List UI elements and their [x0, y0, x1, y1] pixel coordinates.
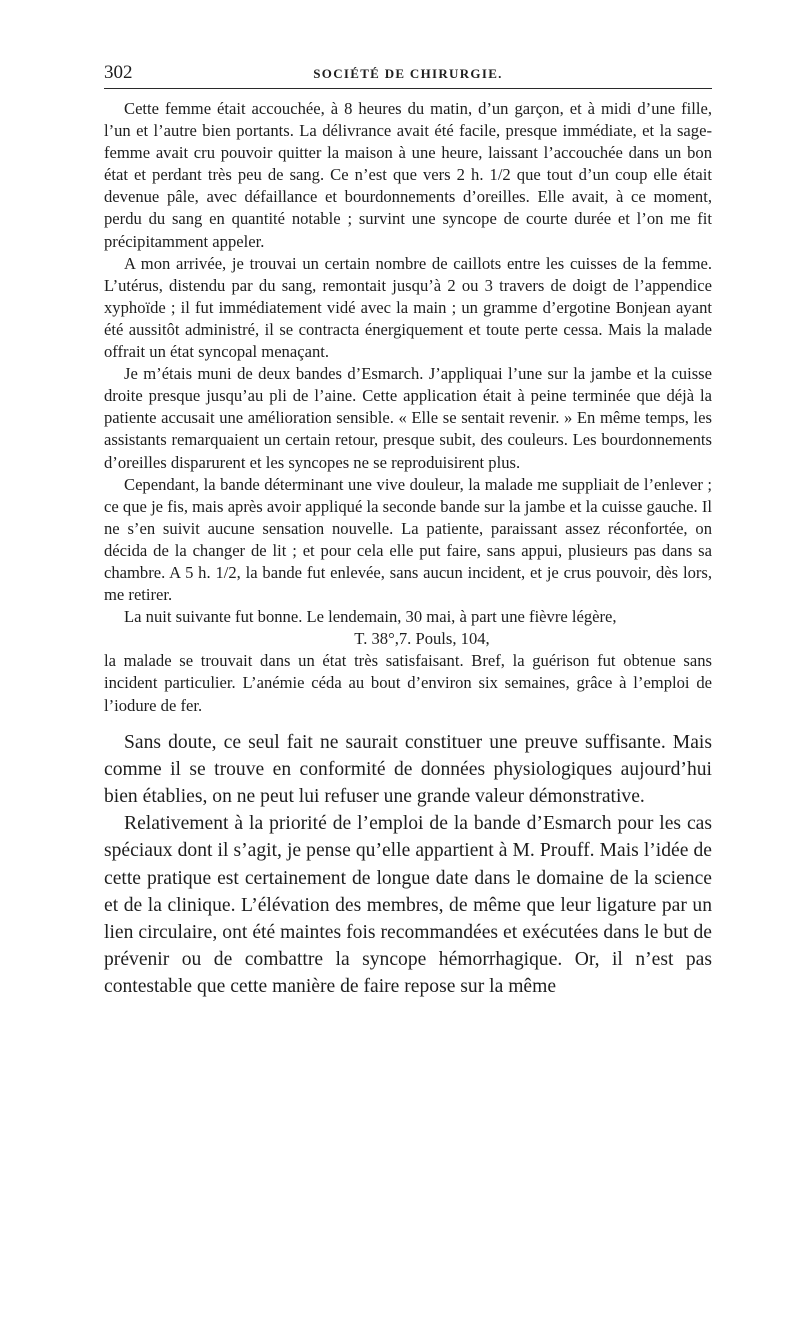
paragraph-case-history: Cette femme était accouchée, à 8 heures du matin, d’un garçon, et à midi d’une fille, l’un et l’autre bien portants. La délivrance avait été facile, presque immédiate, et la sage-femme avait cru pouvoir quitter la maison à une heure, laissant l’accouchée dans un bon état et perdant très peu de sang. Ce n’est que vers 2 h. 1/2 que tout d’un coup elle était devenue pâle, avec défaillance et bourdonnements d’oreilles. Elle avait, à ce moment, perdu du sang en quantité notable ; survint une syncope de courte durée et l’on me fit précipitamment appeler. — [104, 99, 712, 251]
running-title: SOCIÉTÉ DE CHIRURGIE. — [313, 66, 503, 81]
paragraph-priority: Relativement à la priorité de l’emploi de la bande d’Esmarch pour les cas spéciaux dont il s’agit, je pense qu’elle appartient à M. Prouff. Mais l’idée de cette pratique est certainement de longue date dans le domaine de la science et de la clinique. L’élévation des membres, de même que leur ligature par un lien circulaire, ont été maintes fois recommandées et exécutées dans le but de prévenir ou de combattre la syncope hémorrhagique. Or, il n’est pas contestable que cette manière de faire repose sur la même — [104, 813, 712, 998]
running-head — [104, 58, 712, 89]
paragraph-arrival: A mon arrivée, je trouvai un certain nombre de caillots entre les cuisses de la femme. L’utérus, distendu par du sang, remontait jusqu’à 2 ou 3 travers de doigt de l’appendice xyphoïde ; il fut immédiatement vidé avec la main ; un gramme d’ergotine Bonjean ayant été aussitôt administré, il se contracta énergiquement et toute perte cessa. Mais la malade offrait un état syncopal menaçant. — [104, 253, 712, 362]
page-number: 302 — [104, 62, 133, 83]
paragraph-second-band: Cependant, la bande déterminant une vive douleur, la malade me suppliait de l’enlever ; ce que je fis, mais après avoir appliqué la seconde bande sur la jambe et la cuisse gauche. Il ne s’en suivit aucune sensation nouvelle. La patiente, paraissant assez réconfortée, on décida de la changer de lit ; et pour cela elle put faire, sans appui, plusieurs pas dans sa chambre. A 5 h. 1/2, la bande fut enlevée, sans aucun incident, et je crus pouvoir, dès lors, me retirer. — [104, 474, 712, 605]
temperature-pulse-formula: T. 38°,7. Pouls, 104, — [354, 629, 490, 649]
paragraph-esmarch-bands: Je m’étais muni de deux bandes d’Esmarch. J’appliquai l’une sur la jambe et la cuisse droite presque jusqu’au pli de l’aine. Cette application était à peine terminée que déjà la patiente accusait une amélioration sensible. « Elle se sentait revenir. » En même temps, les assistants remarquaient un certain retour, presque subit, des couleurs. Les bourdonnements d’oreilles disparurent et les syncopes ne se reproduisirent plus. — [104, 364, 712, 472]
document-page — [104, 58, 712, 1001]
paragraph-conclusion: Sans doute, ce seul fait ne saurait constituer une preuve suffisante. Mais comme il se trouve en conformité de données physiologiques aujourd’hui bien établies, on ne peut lui refuser une grande valeur démonstrative. — [104, 731, 712, 808]
paragraph-next-night: La nuit suivante fut bonne. Le lendemain, 30 mai, à part une fièvre légère, — [124, 607, 617, 627]
paragraph-recovery: la malade se trouvait dans un état très satisfaisant. Bref, la guérison fut obtenue sans incident particulier. L’anémie céda au bout d’environ six semaines, grâce à l’emploi de l’iodure de fer. — [104, 651, 712, 715]
